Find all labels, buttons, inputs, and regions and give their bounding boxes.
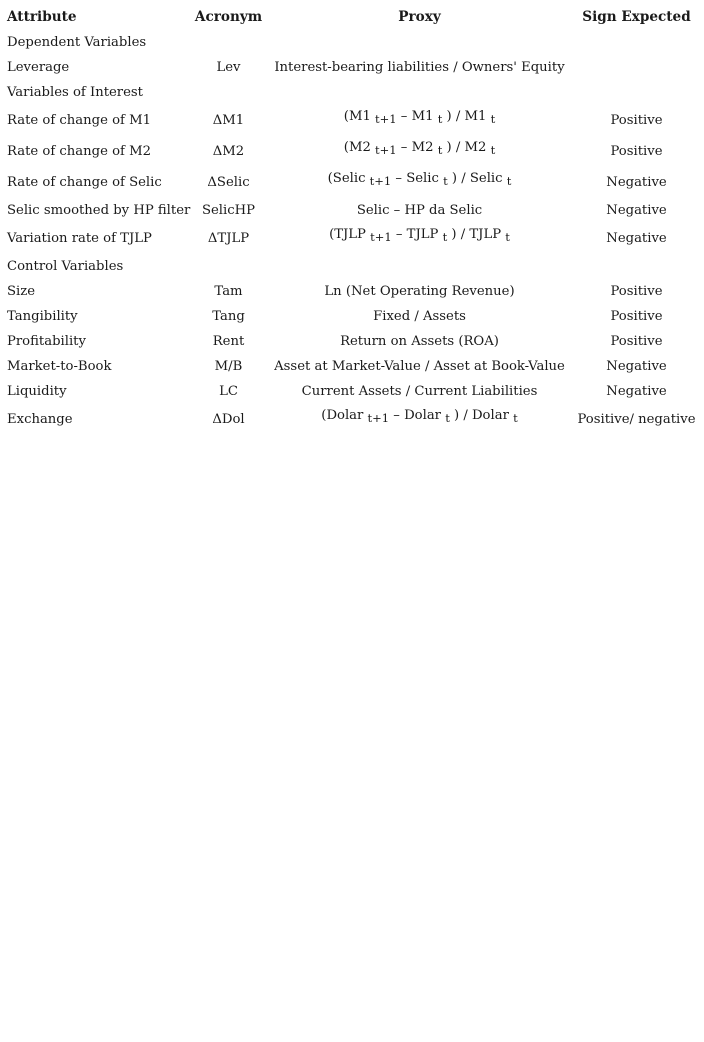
formula-mid: – M1 [396,109,438,124]
formula-open: (Selic [327,171,370,186]
acronym-cell: ΔDol [212,412,245,427]
formula-close: ) / Dolar [449,408,514,423]
header-attribute: Attribute [7,9,77,25]
attribute-cell: Exchange [7,412,73,427]
attribute-cell: Leverage [7,60,70,75]
formula-open: (TJLP [329,227,371,242]
sign-cell: Negative [606,359,667,374]
formula-close: ) / Selic [447,171,507,186]
proxy-cell [264,404,570,435]
acronym-cell: SelicHP [201,203,256,218]
attribute-cell: Rate of change of M2 [7,144,151,159]
attribute-cell: Market-to-Book [7,359,112,374]
proxy-cell [264,105,570,136]
section-row [2,254,698,279]
sign-cell: Positive/ negative [577,412,696,427]
acronym-cell: M/B [214,359,243,374]
acronym-cell: Lev [216,60,241,75]
formula-sub2: t [443,174,448,188]
sign-cell: Positive [610,309,663,324]
formula-sub2: t [442,230,448,244]
proxy-cell [264,167,570,198]
proxy-cell [264,136,570,167]
proxy-cell [264,223,570,254]
sign-cell: Negative [606,203,667,218]
table-header-row [2,4,698,30]
sign-cell: Positive [610,334,663,349]
formula-mid: – Selic [391,171,444,186]
sign-cell: Negative [606,384,667,399]
acronym-cell: ΔSelic [207,175,250,190]
proxy-cell: Current Assets / Current Liabilities [301,384,538,399]
formula-sub2: t [445,411,450,425]
table-row [2,105,698,136]
formula-sub3: t [505,230,510,244]
sign-cell [570,55,698,80]
table-row [2,404,698,435]
sign-cell: Positive [610,113,663,128]
table-row [2,223,698,254]
proxy-cell: Fixed / Assets [373,309,466,324]
table-body [2,30,698,435]
formula-open: (M1 [343,109,376,124]
sign-cell: Positive [610,144,663,159]
attribute-cell: Size [7,284,36,299]
table-row [2,136,698,167]
table-row [2,304,698,329]
formula-sub1: t+1 [370,230,392,244]
proxy-cell: Return on Assets (ROA) [340,334,499,349]
variables-table [2,4,698,435]
table-row [2,379,698,404]
proxy-cell: Asset at Market-Value / Asset at Book-Value [274,359,565,374]
proxy-cell: Ln (Net Operating Revenue) [324,284,515,299]
section-label: Dependent Variables [7,35,147,50]
section-row [2,80,698,105]
formula-sub1: t+1 [375,143,397,157]
attribute-cell: Tangibility [7,309,78,324]
acronym-cell: ΔM2 [212,144,245,159]
table-row [2,354,698,379]
attribute-cell: Rate of change of M1 [7,113,151,128]
table-row [2,279,698,304]
table-row [2,329,698,354]
proxy-formula [328,171,512,186]
formula-sub3: t [490,112,496,126]
formula-sub2: t [437,143,443,157]
proxy-formula [329,227,510,242]
header-sign-expected: Sign Expected [582,9,691,25]
section-label: Variables of Interest [7,85,143,100]
formula-close: ) / TJLP [447,227,506,242]
section-row [2,30,698,55]
formula-sub1: t+1 [367,411,390,425]
formula-sub2: t [437,112,443,126]
acronym-cell: LC [219,384,238,399]
sign-cell: Positive [610,284,663,299]
proxy-formula [344,140,495,155]
formula-open: (Dolar [321,408,368,423]
formula-sub1: t+1 [375,112,397,126]
formula-sub1: t+1 [369,174,392,188]
attribute-cell: Profitability [7,334,86,349]
header-acronym: Acronym [194,9,263,25]
attribute-cell: Liquidity [7,384,67,399]
table-row [2,55,698,80]
formula-mid: – TJLP [391,227,443,242]
formula-close: ) / M1 [442,109,491,124]
proxy-formula [344,109,495,124]
acronym-cell: Rent [212,334,245,349]
table-row [2,167,698,198]
sign-cell: Negative [606,231,667,246]
acronym-cell: ΔTJLP [207,231,250,246]
formula-sub3: t [513,411,518,425]
attribute-cell: Selic smoothed by HP filter [7,203,191,218]
section-label: Control Variables [7,259,124,274]
sign-cell: Negative [606,175,667,190]
attribute-cell: Rate of change of Selic [7,175,162,190]
table-row [2,198,698,223]
attribute-cell: Variation rate of TJLP [7,231,152,246]
proxy-cell: Selic – HP da Selic [356,203,483,218]
proxy-cell: Interest-bearing liabilities / Owners' Equity [274,60,565,75]
acronym-cell: ΔM1 [212,113,245,128]
header-proxy: Proxy [398,9,441,25]
formula-sub3: t [490,143,496,157]
proxy-formula [321,408,517,423]
formula-sub3: t [506,174,512,188]
formula-close: ) / M2 [442,140,491,155]
formula-mid: – Dolar [389,408,446,423]
formula-mid: – M2 [396,140,438,155]
acronym-cell: Tam [214,284,243,299]
acronym-cell: Tang [212,309,245,324]
formula-open: (M2 [343,140,376,155]
